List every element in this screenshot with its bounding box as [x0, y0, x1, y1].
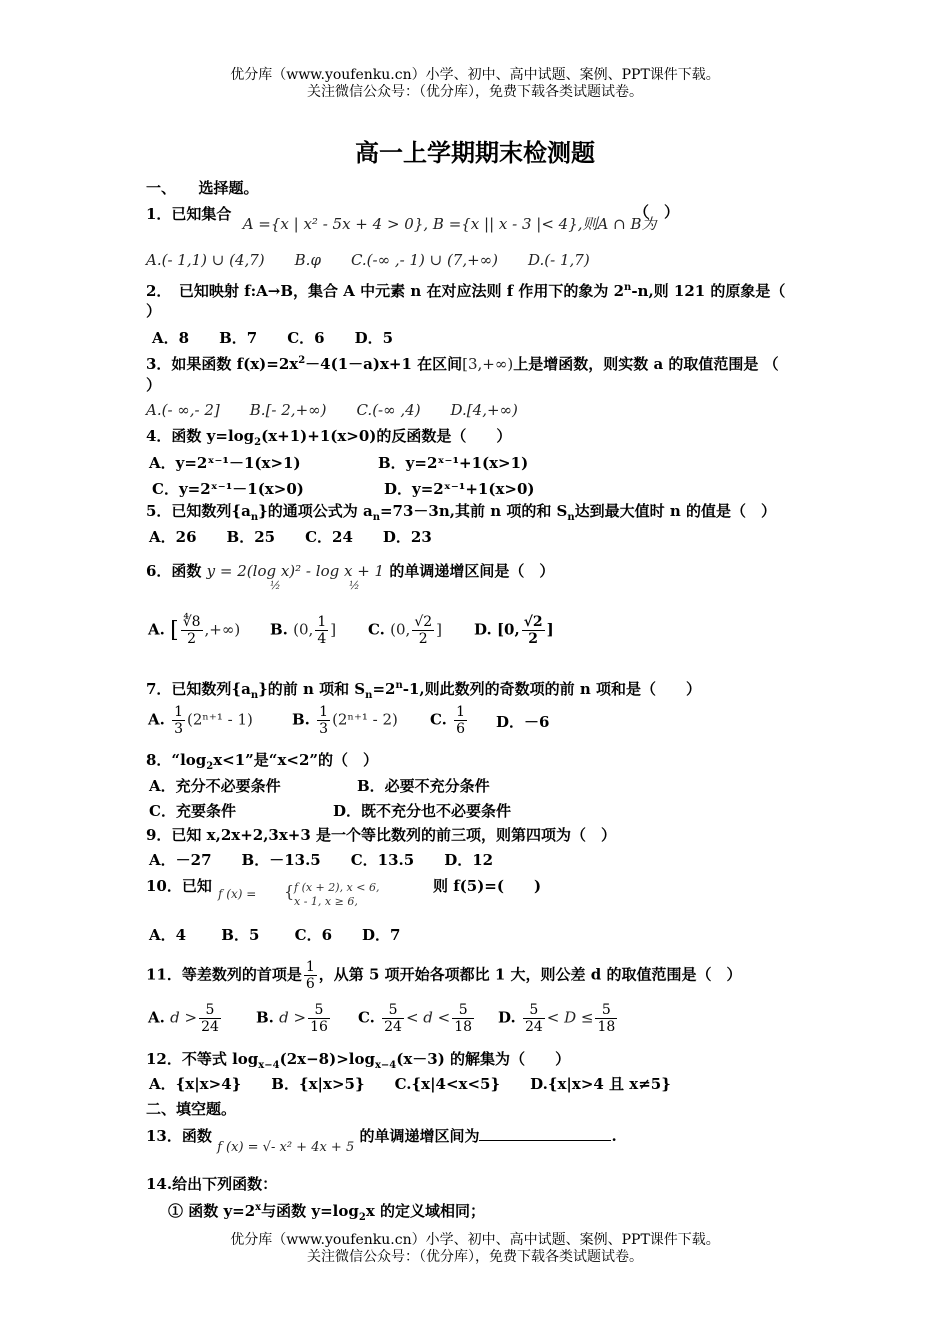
- q11-option-b-den: 16: [310, 1019, 328, 1035]
- q13-stem-a: 13．函数: [146, 1127, 212, 1145]
- q8-option-c: C．充要条件: [149, 802, 236, 820]
- q6-option-a-tail: ,+∞): [204, 620, 241, 639]
- q7-option-a-num: 1: [174, 704, 184, 720]
- q12-stem-c: (x－3) 的解集为（ ）: [396, 1050, 571, 1068]
- q12-options: A．{x|x>4} B．{x|x>5} C.{x|4<x<5} D.{x|x>4 且 x≠5}: [149, 1075, 671, 1093]
- q11-stem-a: 11．等差数列的首项是: [146, 965, 302, 984]
- q7-option-b-num: 1: [319, 704, 329, 720]
- q3-options-text: A.(- ∞,- 2] B.[- 2,+∞) C.(-∞ ,4) D.[4,+∞): [146, 401, 518, 419]
- q6-log-base-2: ½: [349, 579, 360, 592]
- q7-option-c-num: 1: [456, 704, 466, 720]
- q11-option-d-mid: < D ≤: [546, 1008, 594, 1027]
- q6-option-b-head: (0,: [293, 620, 314, 639]
- q7-stem-b: }的前 n 项和 S: [258, 680, 366, 698]
- q3-interval: [3,+∞): [462, 355, 514, 373]
- q6-option-d: [474, 614, 554, 647]
- q6-option-b-label: B.: [270, 620, 288, 639]
- q1-options: [146, 250, 590, 270]
- q6-stem-a: 6．函数: [146, 562, 202, 580]
- q11-option-c-den2: 18: [454, 1019, 473, 1035]
- q2-stem-b: -n,则 121 的原象是（: [631, 282, 786, 300]
- q7-sub2: n: [365, 690, 373, 701]
- q7-stem-c: =2: [372, 680, 396, 698]
- q7-option-d: D．－6: [496, 713, 550, 731]
- q11-option-d-den1: 24: [524, 1019, 543, 1035]
- q6-option-c-num: √2: [414, 614, 433, 630]
- question-8: [146, 750, 378, 777]
- q11-option-d-num1: 5: [523, 1002, 545, 1019]
- q10-fx: f (x) =: [218, 887, 257, 901]
- q11-option-c-mid: < d <: [405, 1008, 451, 1027]
- q2-close-paren: ）: [146, 302, 162, 320]
- q11-option-b: [256, 1002, 332, 1035]
- question-11: [146, 959, 742, 992]
- q3-options: [146, 400, 518, 420]
- q3-sup: 2: [298, 355, 306, 366]
- q5-stem-a: 5．已知数列{a: [146, 502, 251, 520]
- question-13: [146, 1126, 617, 1155]
- q11-option-c-label: C.: [358, 1008, 375, 1027]
- q11-option-c-den1: 24: [384, 1019, 402, 1035]
- q11-den: 6: [305, 976, 315, 992]
- q11-option-a-num: 5: [199, 1002, 221, 1019]
- q6-option-d-tail: ]: [546, 620, 554, 639]
- q9-options: A．－27 B．－13.5 C．13.5 D．12: [149, 851, 494, 869]
- q7-sub1: n: [250, 690, 259, 701]
- q14-item-1-sup: x: [255, 1202, 262, 1213]
- q11-option-d: [498, 1002, 619, 1035]
- q6-option-b-tail: ]: [330, 620, 337, 639]
- footer-line-2: 关注微信公众号：（优分库），免费下载各类试题试卷。: [307, 1249, 643, 1265]
- q5-stem-d: 达到最大值时 n 的值是（ ）: [574, 502, 777, 520]
- q13-stem-c: .: [611, 1127, 617, 1145]
- q7-option-b-den: 3: [319, 721, 329, 737]
- q10-options: A．4 B．5 C．6 D．7: [149, 926, 401, 944]
- q8-option-d: D．既不充分也不必要条件: [333, 802, 512, 820]
- q8-sub: 2: [206, 761, 214, 772]
- q7-option-a-label: A.: [148, 710, 165, 729]
- q1-options-text: A.(- 1,1) ∪ (4,7) B.φ C.(-∞ ,- 1) ∪ (7,+∞) D.(- 1,7): [146, 251, 590, 269]
- q6-option-c: [368, 614, 442, 647]
- q4-stem-a: 4．函数 y=log: [146, 427, 255, 445]
- footer-line-1: 优分库（www.youfenku.cn）小学、初中、高中试题、案例、PPT课件下载。: [230, 1232, 720, 1248]
- q3-close-paren: ）: [146, 376, 162, 394]
- q11-option-b-head: d >: [279, 1008, 307, 1027]
- q11-option-c-num1: 5: [382, 1002, 404, 1019]
- question-5: [146, 501, 776, 528]
- q6-option-d-den: 2: [528, 631, 539, 647]
- header-line-1: 优分库（www.youfenku.cn）小学、初中、高中试题、案例、PPT课件下载。: [230, 67, 720, 83]
- q7-option-a-tail: (2ⁿ⁺¹ - 1): [187, 710, 253, 729]
- q7-option-c-den: 6: [456, 721, 466, 737]
- q11-option-d-label: D.: [498, 1008, 516, 1027]
- section-choice-heading: 一、 选择题。: [146, 179, 259, 197]
- q1-stem: 1．已知集合: [146, 205, 232, 223]
- q11-num: 1: [305, 959, 315, 975]
- q7-stem-d: -1,则此数列的奇数项的前 n 项和是（ ）: [402, 680, 701, 698]
- q6-option-d-num: √2: [523, 614, 543, 630]
- q13-stem-b: 的单调递增区间为: [359, 1127, 480, 1145]
- q12-stem-a: 12．不等式 log: [146, 1050, 259, 1068]
- q11-option-c-num2: 5: [452, 1002, 474, 1019]
- q6-math: y = 2(log x)² - log x + 1: [206, 562, 385, 580]
- q11-option-b-label: B.: [256, 1008, 274, 1027]
- q10-brace: {: [284, 882, 295, 901]
- header-line-2: 关注微信公众号：（优分库），免费下载各类试题试卷。: [307, 84, 643, 100]
- q6-log-base-1: ½: [270, 579, 281, 592]
- q1-math: A ={x | x² - 5x + 4 > 0}, B ={x || x - 3 |< 4},则A ∩ B为: [242, 215, 657, 233]
- q6-option-a-den: 2: [187, 631, 197, 647]
- q4-stem-b: (x+1)+1(x>0)的反函数是（ ）: [261, 427, 512, 445]
- q4-sub: 2: [254, 437, 262, 448]
- q6-option-d-label: D.: [474, 620, 492, 639]
- q1-paren: （ ）: [634, 203, 680, 221]
- section-fill-heading: 二、填空题。: [146, 1100, 237, 1118]
- q2-stem-a: 2． 已知映射 f:A→B，集合 A 中元素 n 在对应法则 f 作用下的象为 2: [146, 282, 625, 300]
- q10-piece-1: f (x + 2), x < 6,: [294, 881, 380, 894]
- q11-option-a-den: 24: [201, 1019, 219, 1035]
- page-footer: [0, 1232, 950, 1266]
- q6-option-a-label: A.: [148, 620, 165, 639]
- q3-stem-b: －4(1－a)x+1 在区间: [305, 355, 463, 373]
- q12-sub2: x−4: [374, 1060, 397, 1071]
- question-12: [146, 1049, 570, 1076]
- page-title: 高一上学期期末检测题: [355, 138, 595, 167]
- q4-option-c: C．y=2ˣ⁻¹－1(x>0): [152, 480, 304, 498]
- q6-option-c-tail: ]: [436, 620, 442, 639]
- q14-item-1-b: 与函数 y=log: [261, 1202, 359, 1220]
- q5-sub2: n: [372, 512, 380, 523]
- q4-option-d: D．y=2ˣ⁻¹+1(x>0): [384, 480, 535, 498]
- q8-option-b: B．必要不充分条件: [357, 777, 490, 795]
- q8-option-a: A．充分不必要条件: [149, 777, 281, 795]
- q12-sub1: x−4: [258, 1060, 280, 1071]
- q13-math: f (x) = √- x² + 4x + 5: [217, 1140, 355, 1155]
- question-6: [146, 561, 554, 581]
- page-header: [0, 67, 950, 101]
- q5-options: A．26 B．25 C．24 D．23: [149, 528, 432, 546]
- q7-option-b-label: B.: [292, 710, 310, 729]
- q5-stem-c: =73－3n,其前 n 项的和 S: [379, 502, 568, 520]
- q13-answer-blank: [479, 1126, 611, 1141]
- q6-option-b-num: 1: [317, 614, 327, 630]
- q7-option-a: [148, 704, 253, 737]
- q7-option-a-den: 3: [174, 721, 184, 737]
- q6-option-b-den: 4: [317, 631, 327, 647]
- q5-sub3: n: [567, 512, 575, 523]
- question-2: [146, 278, 785, 301]
- q2-sup: n: [624, 282, 632, 293]
- q5-stem-b: }的通项公式为 a: [258, 502, 373, 520]
- q2-options: A．8 B．7 C．6 D．5: [152, 329, 394, 347]
- q11-option-d-num2: 5: [595, 1002, 617, 1019]
- q11-option-c: [358, 1002, 476, 1035]
- q14-item-1: [168, 1198, 485, 1228]
- q5-sub1: n: [250, 512, 259, 523]
- q8-stem-a: 8．“log: [146, 751, 207, 769]
- q11-option-a: [148, 1002, 223, 1035]
- q11-option-b-num: 5: [308, 1002, 330, 1019]
- q14-item-1-c: x 的定义域相同；: [365, 1202, 485, 1220]
- q10-stem-b: 则 f(5)=( ): [433, 877, 542, 895]
- q7-option-b-tail: (2ⁿ⁺¹ - 2): [332, 710, 398, 729]
- question-4: [146, 426, 511, 453]
- q6-option-c-label: C.: [368, 620, 385, 639]
- q11-option-a-head: d >: [170, 1008, 198, 1027]
- question-7: [146, 676, 701, 706]
- q4-option-b: B．y=2ˣ⁻¹+1(x>1): [378, 454, 529, 472]
- q6-option-a-num: ∜8: [182, 614, 201, 630]
- q8-stem-b: x<1”是“x<2”的（ ）: [213, 751, 379, 769]
- q6-option-c-den: 2: [418, 631, 428, 647]
- q7-option-c-label: C.: [430, 710, 447, 729]
- q14-item-1-a: ① 函数 y=2: [168, 1202, 256, 1220]
- q6-option-b: [270, 614, 336, 647]
- question-9: 9．已知 x,2x+2,3x+3 是一个等比数列的前三项，则第四项为（ ）: [146, 826, 617, 844]
- q6-option-a-bracket: [: [170, 618, 179, 643]
- q6-option-c-head: (0,: [390, 620, 411, 639]
- q14-item-1-sub: 2: [358, 1212, 366, 1223]
- q4-option-a: A．y=2ˣ⁻¹－1(x>1): [149, 454, 301, 472]
- q11-option-d-den2: 18: [597, 1019, 616, 1035]
- question-1: [146, 204, 657, 233]
- q3-stem-c: 上是增函数，则实数 a 的取值范围是 （: [513, 355, 779, 373]
- q6-stem-b: 的单调递增区间是（ ）: [389, 562, 555, 580]
- q7-option-c: [430, 704, 469, 737]
- q10-piece-2: x - 1, x ≥ 6,: [294, 895, 358, 908]
- question-10-stem: 10．已知: [146, 877, 212, 895]
- q12-stem-b: (2x−8)>log: [279, 1050, 375, 1068]
- q3-stem-a: 3．如果函数 f(x)=2x: [146, 355, 299, 373]
- question-3: [146, 351, 779, 374]
- q7-stem-a: 7．已知数列{a: [146, 680, 251, 698]
- q11-stem-b: ，从第 5 项开始各项都比 1 大，则公差 d 的取值范围是（ ）: [318, 965, 742, 984]
- q11-option-a-label: A.: [148, 1008, 165, 1027]
- q6-option-a: [148, 614, 240, 647]
- question-14: 14.给出下列函数：: [146, 1175, 278, 1193]
- q6-option-d-head: [0,: [496, 620, 520, 639]
- q7-option-b: [292, 704, 398, 737]
- q7-sup: n: [395, 680, 403, 691]
